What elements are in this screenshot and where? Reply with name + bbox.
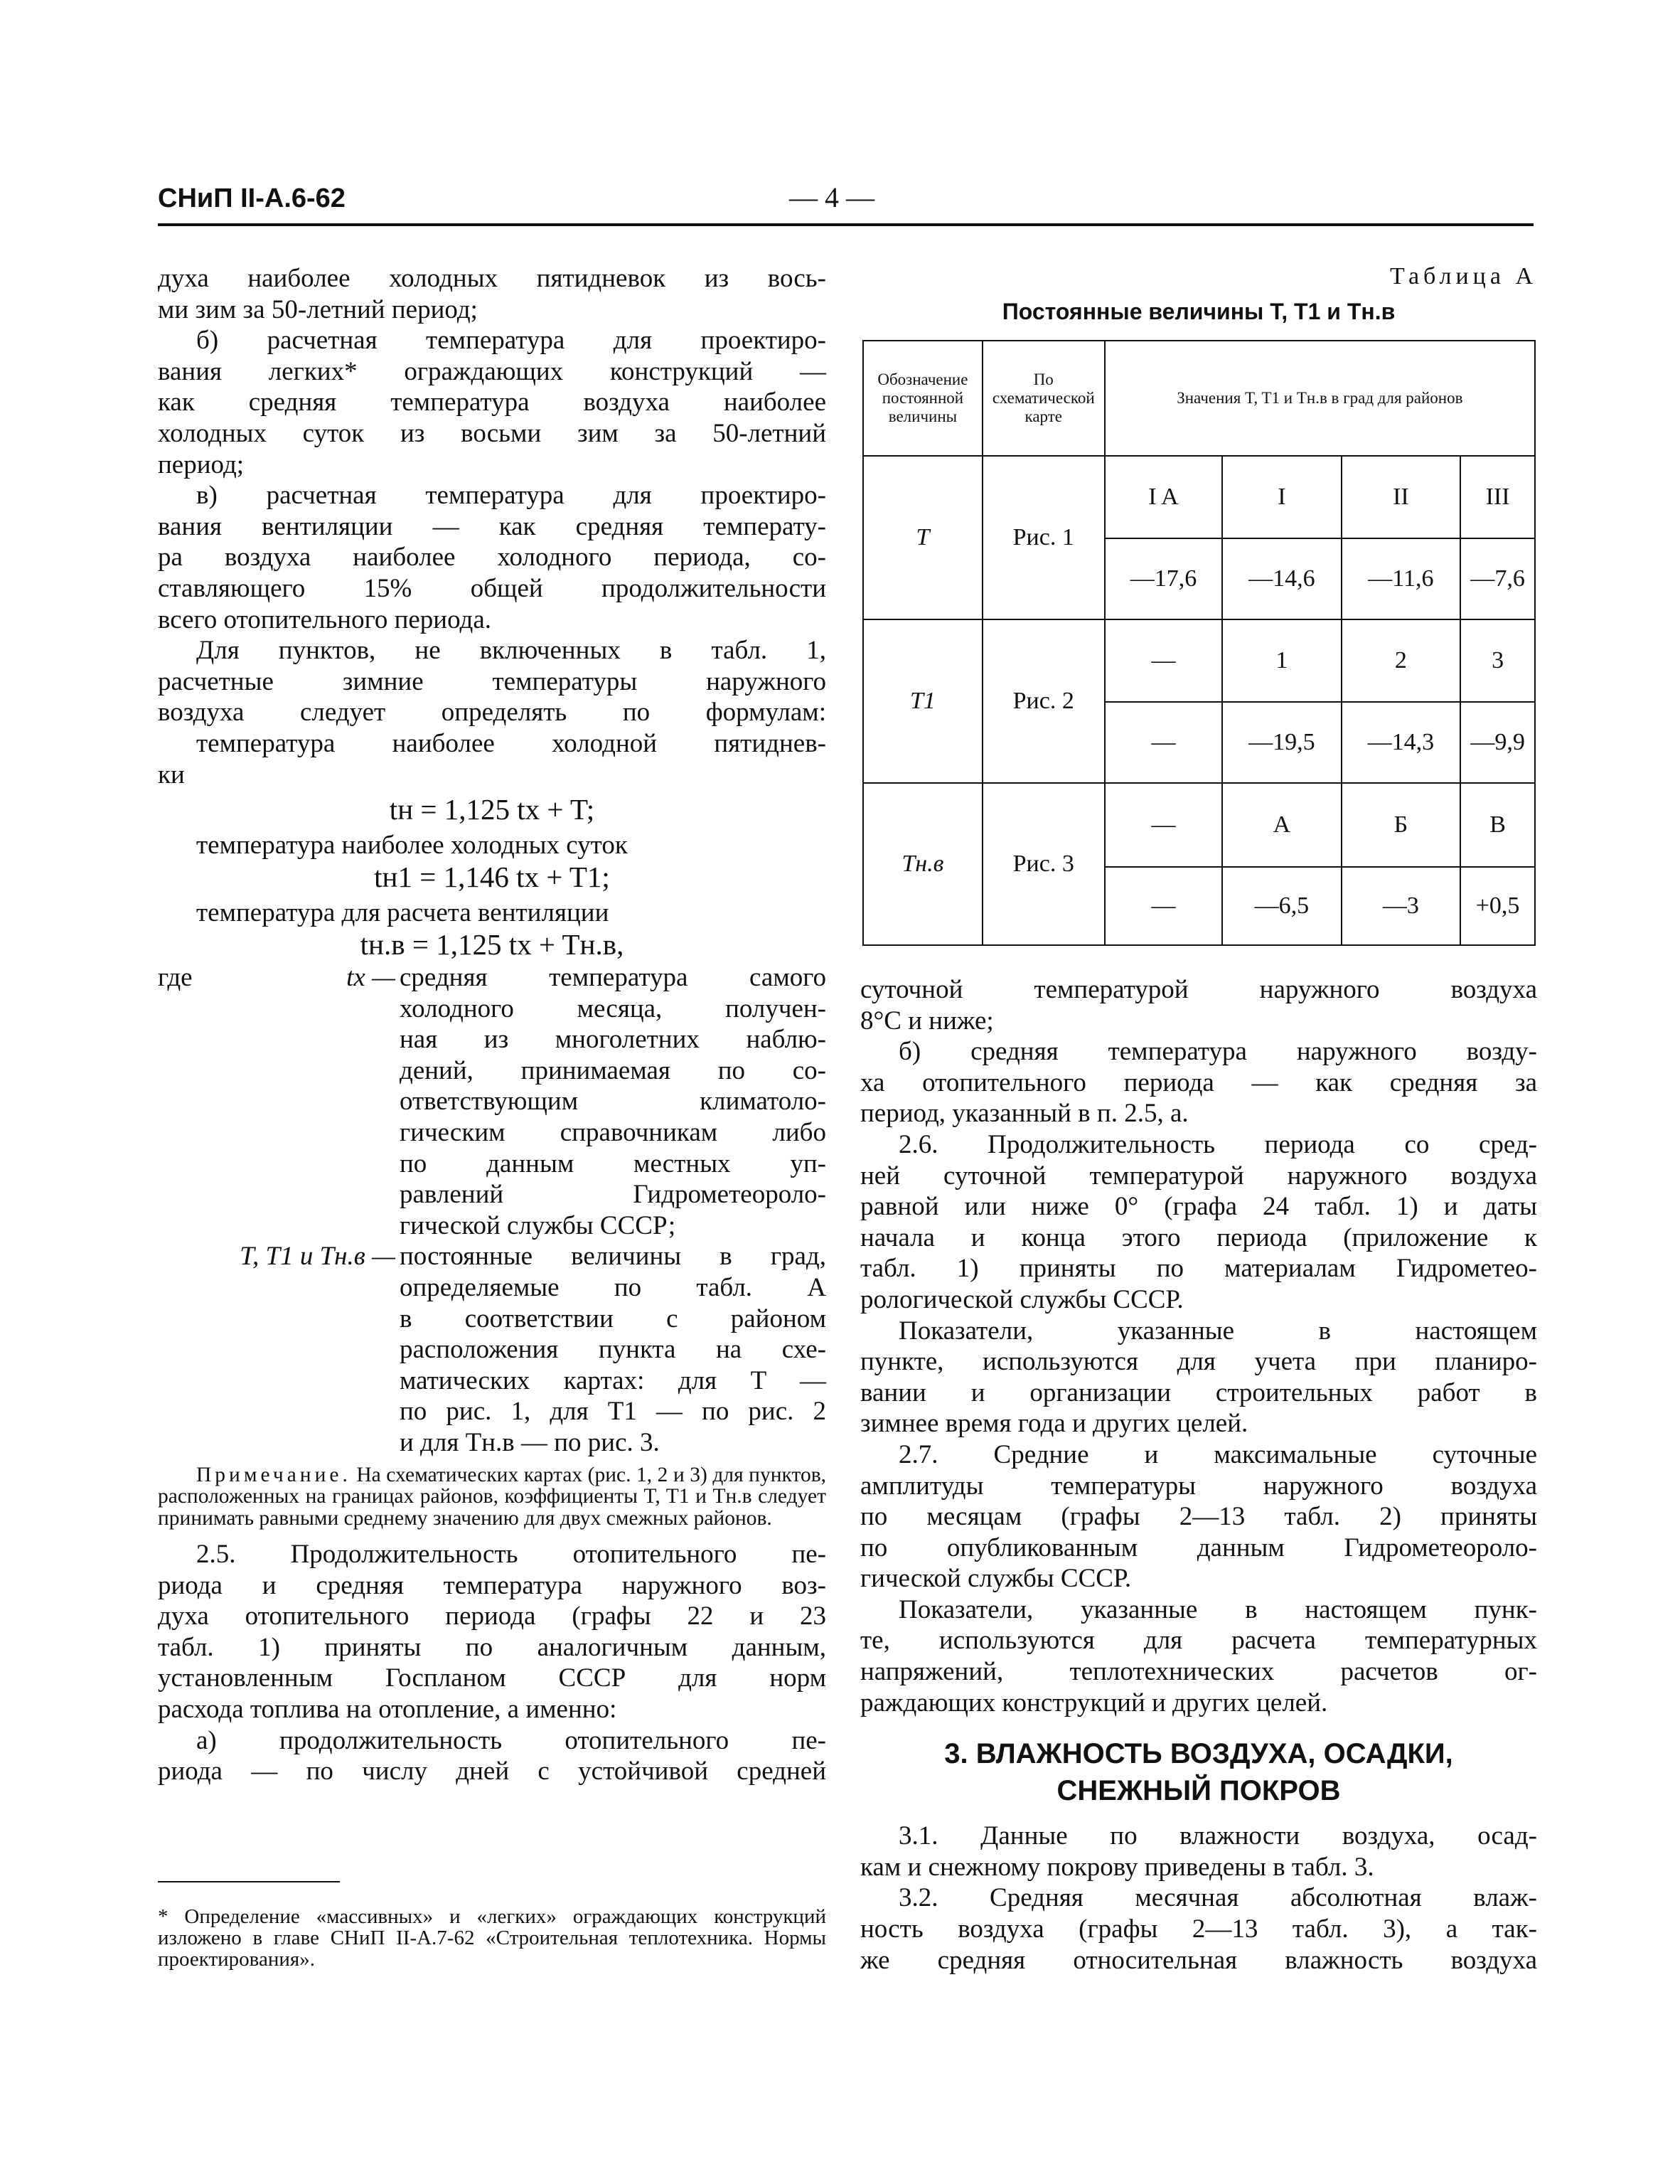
text-line: холодного месяца, получен- xyxy=(400,994,826,1023)
table-cell: —9,9 xyxy=(1460,702,1535,783)
table-header-cell: Обозначение постоянной величины xyxy=(863,341,983,456)
text-line: напряжений, теплотехнических расчетов ог- xyxy=(860,1657,1537,1687)
text-line: 2.5. Продолжительность отопительного пе- xyxy=(196,1540,826,1570)
definition-term xyxy=(158,1241,400,1458)
table-caption: Таблица А xyxy=(1390,263,1537,289)
table-row xyxy=(863,783,1535,867)
text-line: начала и конца этого периода (приложение к xyxy=(860,1222,1537,1252)
table-cell: — xyxy=(1105,783,1223,867)
text-line: Показатели, указанные в настоящем xyxy=(899,1316,1537,1346)
text-line: зимнее время года и других целей. xyxy=(860,1409,1248,1439)
footnote-rule xyxy=(158,1881,340,1882)
text-line: вания вентиляции — как средняя температу- xyxy=(158,511,826,541)
symbol-T: T xyxy=(916,524,930,550)
text-line: 2.6. Продолжительность периода со сред- xyxy=(899,1129,1537,1159)
text-line: в соответствии с районом xyxy=(400,1304,826,1333)
table-cell: I A xyxy=(1105,456,1223,538)
text-line: расположения пункта на схе- xyxy=(400,1335,826,1365)
text-line: ха отопительного периода — как средняя за xyxy=(860,1067,1537,1097)
text-line: период, указанный в п. 2.5, а. xyxy=(860,1099,1189,1129)
table-cell-map: Рис. 1 xyxy=(983,456,1105,619)
text-line: расчетные зимние температуры наружного xyxy=(158,666,826,696)
table-header-cell: Значения T, T1 и Tн.в в град для районов xyxy=(1105,341,1535,456)
table-a xyxy=(862,340,1536,946)
table-title: Постоянные величины T, T1 и Tн.в xyxy=(1002,299,1396,324)
page-number: — 4 — xyxy=(789,181,874,213)
formula-coldest-day: tн1 = 1,146 tx + T1; xyxy=(374,861,610,894)
table-cell: В xyxy=(1460,783,1535,867)
text-line: раждающих конструкций и других целей. xyxy=(860,1688,1328,1717)
table-cell: А xyxy=(1222,783,1341,867)
table-cell: —6,5 xyxy=(1222,867,1341,945)
table-cell-map: Рис. 3 xyxy=(983,783,1105,945)
table-cell: 2 xyxy=(1342,619,1460,702)
note xyxy=(158,1464,826,1530)
text-line: постоянные величины в град, xyxy=(400,1242,826,1272)
header-rule xyxy=(158,223,1534,226)
table-cell: Б xyxy=(1342,783,1460,867)
table-cell: +0,5 xyxy=(1460,867,1535,945)
text-line: матических картах: для T — xyxy=(400,1365,826,1395)
note-label: Примечание. xyxy=(196,1463,351,1486)
text-line: суточной температурой наружного воздуха xyxy=(860,975,1537,1004)
table-cell: —17,6 xyxy=(1105,538,1223,619)
text-line: как средняя температура воздуха наиболее xyxy=(158,388,826,417)
table-cell: —7,6 xyxy=(1460,538,1535,619)
text-line: риода — по числу дней с устойчивой средней xyxy=(158,1757,826,1786)
section-title-line: 3. ВЛАЖНОСТЬ ВОЗДУХА, ОСАДКИ, xyxy=(944,1738,1453,1770)
text-line: амплитуды температуры наружного воздуха xyxy=(860,1471,1537,1501)
text-line: же средняя относительная влажность воздуха xyxy=(860,1945,1537,1975)
table-cell: —14,6 xyxy=(1222,538,1341,619)
text-line: средняя температура самого xyxy=(400,963,826,993)
text-line: определяемые по табл. А xyxy=(400,1273,826,1302)
text-line: холодных суток из восьми зим за 50-летний xyxy=(158,418,826,448)
text-line: риода и средняя температура наружного воз- xyxy=(158,1570,826,1600)
text-line: температура для расчета вентиляции xyxy=(196,897,609,927)
paragraph-2-5 xyxy=(158,1539,826,1787)
text-line: ная из многолетних наблю- xyxy=(400,1025,826,1055)
table-cell: —14,3 xyxy=(1342,702,1460,783)
text-line: ность воздуха (графы 2—13 табл. 3), а так- xyxy=(860,1914,1537,1944)
text-line: и для Tн.в — по рис. 3. xyxy=(400,1427,660,1457)
text-line: 2.7. Средние и максимальные суточные xyxy=(899,1439,1537,1469)
table-cell: —19,5 xyxy=(1222,702,1341,783)
document-code: СНиП II-А.6-62 xyxy=(158,183,346,213)
text-line: 8°С и ниже; xyxy=(860,1006,994,1035)
text-line: расхода топлива на отопление, а именно: xyxy=(158,1695,617,1725)
footnote: * Определение «массивных» и «легких» ограждающих конструкций изложено в главе СНиП II-А.7-62 «Строительная теплотехника. Нормы проектирования». xyxy=(158,1905,826,1971)
text-line: ответствующим климатоло- xyxy=(400,1087,826,1117)
definition-text xyxy=(400,1241,826,1458)
table-cell: — xyxy=(1105,867,1223,945)
symbol-Tnv: Tн.в xyxy=(901,851,944,877)
table-row xyxy=(863,619,1535,702)
text-line: вании и организации строительных работ в xyxy=(860,1378,1537,1407)
text-line: установленным Госпланом СССР для норм xyxy=(158,1663,826,1693)
text-line: по данным местных уп- xyxy=(400,1149,826,1178)
table-cell: I xyxy=(1222,456,1341,538)
text-line: 3.2. Средняя месячная абсолютная влаж- xyxy=(899,1883,1537,1913)
text-line: ми зим за 50-летний период; xyxy=(158,294,478,324)
text-line: ней суточной температурой наружного воздуха xyxy=(860,1161,1537,1190)
text-line: в) расчетная температура для проектиро- xyxy=(196,481,826,511)
text-line: ки xyxy=(158,760,185,789)
note-text: На схематических картах (рис. 1, 2 и 3) для пунктов, расположенных на границах районов, коэффициенты T, T1 и Tн.в следует принимать равными среднему значению для двух смежных районов. xyxy=(158,1463,826,1530)
text-line: по месяцам (графы 2—13 табл. 2) приняты xyxy=(860,1502,1537,1532)
formula-ventilation: tн.в = 1,125 tx + Tн.в, xyxy=(360,928,624,962)
text-line: Для пунктов, не включенных в табл. 1, xyxy=(196,636,826,666)
table-header-cell: По схематической карте xyxy=(983,341,1105,456)
text-line: 3.1. Данные по влажности воздуха, осад- xyxy=(899,1821,1537,1851)
table-cell: —11,6 xyxy=(1342,538,1460,619)
text-line: табл. 1) приняты по аналогичным данным, xyxy=(158,1632,826,1662)
text-line: б) средняя температура наружного возду- xyxy=(899,1037,1537,1067)
text-line: Показатели, указанные в настоящем пунк- xyxy=(899,1594,1537,1624)
text-line: температура наиболее холодной пятиднев- xyxy=(196,728,826,758)
text-line: воздуха следует определять по формулам: xyxy=(158,698,826,728)
text-line: гическим справочникам либо xyxy=(400,1118,826,1148)
section-title-line: СНЕЖНЫЙ ПОКРОВ xyxy=(1056,1775,1341,1807)
table-cell: III xyxy=(1460,456,1535,538)
table-cell: 1 xyxy=(1222,619,1341,702)
table-row xyxy=(863,456,1535,538)
table-cell-symbol xyxy=(863,619,983,783)
text-line: те, используются для расчета температурных xyxy=(860,1626,1537,1656)
text-line: дений, принимаемая по со- xyxy=(400,1055,826,1085)
left-column xyxy=(158,263,826,1787)
text-line: духа наиболее холодных пятидневок из вось- xyxy=(158,264,826,293)
text-line: б) расчетная температура для проектиро- xyxy=(196,326,826,356)
symbol-T1: T1 xyxy=(909,688,936,714)
table-cell: II xyxy=(1342,456,1460,538)
formula-five-day: tн = 1,125 tx + T; xyxy=(389,793,595,826)
table-cell-symbol xyxy=(863,456,983,619)
definition-symbol: T, T1 и Tн.в — xyxy=(240,1242,395,1272)
table-cell: —3 xyxy=(1342,867,1460,945)
text-line: вания легких* ограждающих конструкций — xyxy=(158,356,826,386)
text-line: гической службы СССР. xyxy=(860,1564,1132,1594)
text-line: период; xyxy=(158,449,245,479)
where-label: где xyxy=(158,963,193,993)
text-line: табл. 1) приняты по материалам Гидрометео- xyxy=(860,1254,1537,1284)
table-cell: — xyxy=(1105,702,1223,783)
text-line: равлений Гидрометеороло- xyxy=(400,1180,826,1210)
text-line: ра воздуха наиболее холодного периода, со- xyxy=(158,543,826,572)
text-line: ставляющего 15% общей продолжительности xyxy=(158,573,826,603)
text-line: по рис. 1, для T1 — по рис. 2 xyxy=(400,1397,826,1427)
text-line: равной или ниже 0° (графа 24 табл. 1) и даты xyxy=(860,1192,1537,1222)
definitions xyxy=(158,962,826,1459)
text-line: рологической службы СССР. xyxy=(860,1284,1184,1314)
section-heading xyxy=(860,1735,1537,1809)
text-line: а) продолжительность отопительного пе- xyxy=(196,1725,826,1755)
text-line: духа отопительного периода (графы 22 и 23 xyxy=(158,1602,826,1631)
table-cell: — xyxy=(1105,619,1223,702)
right-column xyxy=(860,974,1537,1976)
definition-symbol: tx — xyxy=(346,963,395,993)
definition-term xyxy=(158,962,400,1241)
table-cell-symbol xyxy=(863,783,983,945)
table-cell-map: Рис. 2 xyxy=(983,619,1105,783)
text-line: по опубликованным данным Гидрометеороло- xyxy=(860,1533,1537,1562)
text-line: гической службы СССР; xyxy=(400,1210,676,1240)
table-header-row xyxy=(863,341,1535,456)
text-line: кам и снежному покрову приведены в табл. 3. xyxy=(860,1852,1374,1882)
text-line: пункте, используются для учета при планиро- xyxy=(860,1347,1537,1377)
text-line: всего отопительного периода. xyxy=(158,604,492,634)
table-cell: 3 xyxy=(1460,619,1535,702)
text-line: температура наиболее холодных суток xyxy=(196,830,628,860)
definition-text xyxy=(400,962,826,1241)
